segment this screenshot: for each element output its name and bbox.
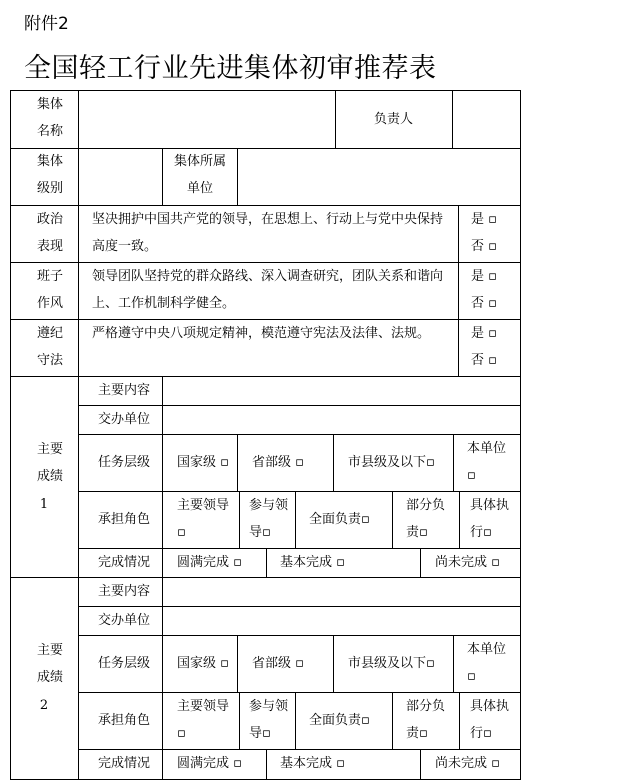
role-full-2[interactable]: 全面负责▫	[309, 713, 370, 728]
task-level-label-2: 任务层级	[98, 656, 151, 671]
leader-label: 负责人	[373, 112, 413, 127]
role-label-1: 承担角色	[98, 512, 151, 527]
role-main-leader-2[interactable]: 主要领导▫	[177, 699, 230, 741]
name-label: 集体名称	[36, 97, 63, 139]
assessment-text-discipline: 严格遵守中央八项规定精神，模范遵守宪法及法律、法规。	[92, 326, 431, 341]
no-check-politics[interactable]: 否 ▫	[471, 239, 497, 254]
role-participate-1[interactable]: 参与领导▫	[249, 498, 289, 540]
yes-check-team[interactable]: 是 ▫	[471, 269, 497, 284]
completion-none-1[interactable]: 尚未完成 ▫	[435, 555, 500, 570]
level-provincial-1[interactable]: 省部级 ▫	[252, 455, 304, 470]
completion-none-2[interactable]: 尚未完成 ▫	[435, 756, 500, 771]
role-partial-2[interactable]: 部分负责▫	[406, 699, 446, 741]
completion-basic-2[interactable]: 基本完成 ▫	[280, 756, 345, 771]
achievement-2-label: 主要成绩	[36, 643, 63, 685]
task-level-label-1: 任务层级	[98, 455, 151, 470]
role-full-1[interactable]: 全面负责▫	[309, 512, 370, 527]
completion-label-1: 完成情况	[98, 555, 151, 570]
completion-full-2[interactable]: 圆满完成 ▫	[177, 756, 242, 771]
level-municipal-1[interactable]: 市县级及以下▫	[348, 455, 435, 470]
role-main-leader-1[interactable]: 主要领导▫	[177, 498, 230, 540]
completion-basic-1[interactable]: 基本完成 ▫	[280, 555, 345, 570]
assessment-text-team: 领导团队坚持党的群众路线、深入调查研究，团队关系和谐向上、工作机制科学健全。	[92, 269, 444, 311]
level-municipal-2[interactable]: 市县级及以下▫	[348, 656, 435, 671]
level-label: 集体级别	[36, 154, 63, 196]
level-unit-2[interactable]: 本单位▫	[467, 642, 507, 684]
attachment-label: 附件2	[24, 14, 69, 34]
main-content-label-2: 主要内容	[98, 584, 151, 599]
main-content-label-1: 主要内容	[98, 383, 151, 398]
assessment-label-team: 班子作风	[36, 269, 63, 311]
role-participate-2[interactable]: 参与领导▫	[249, 699, 289, 741]
no-check-team[interactable]: 否 ▫	[471, 296, 497, 311]
role-execute-1[interactable]: 具体执行▫	[470, 498, 510, 540]
role-execute-2[interactable]: 具体执行▫	[470, 699, 510, 741]
no-check-discipline[interactable]: 否 ▫	[471, 353, 497, 368]
role-partial-1[interactable]: 部分负责▫	[406, 498, 446, 540]
assessment-text-politics: 坚决拥护中国共产党的领导，在思想上、行动上与党中央保持高度一致。	[92, 212, 444, 254]
assigning-unit-label-1: 交办单位	[98, 412, 151, 427]
assigning-unit-label-2: 交办单位	[98, 613, 151, 628]
page-title: 全国轻工行业先进集体初审推荐表	[24, 53, 437, 84]
level-national-1[interactable]: 国家级 ▫	[177, 455, 229, 470]
level-national-2[interactable]: 国家级 ▫	[177, 656, 229, 671]
completion-full-1[interactable]: 圆满完成 ▫	[177, 555, 242, 570]
unit-label: 集体所属单位	[173, 154, 226, 196]
yes-check-discipline[interactable]: 是 ▫	[471, 326, 497, 341]
achievement-2-number: 2	[39, 698, 49, 713]
achievement-1-label: 主要成绩	[36, 442, 63, 484]
level-unit-1[interactable]: 本单位▫	[467, 441, 507, 483]
level-provincial-2[interactable]: 省部级 ▫	[252, 656, 304, 671]
assessment-label-discipline: 遵纪守法	[36, 326, 63, 368]
yes-check-politics[interactable]: 是 ▫	[471, 212, 497, 227]
role-label-2: 承担角色	[98, 713, 151, 728]
achievement-1-number: 1	[39, 497, 49, 512]
assessment-label-politics: 政治表现	[36, 212, 63, 254]
completion-label-2: 完成情况	[98, 756, 151, 771]
